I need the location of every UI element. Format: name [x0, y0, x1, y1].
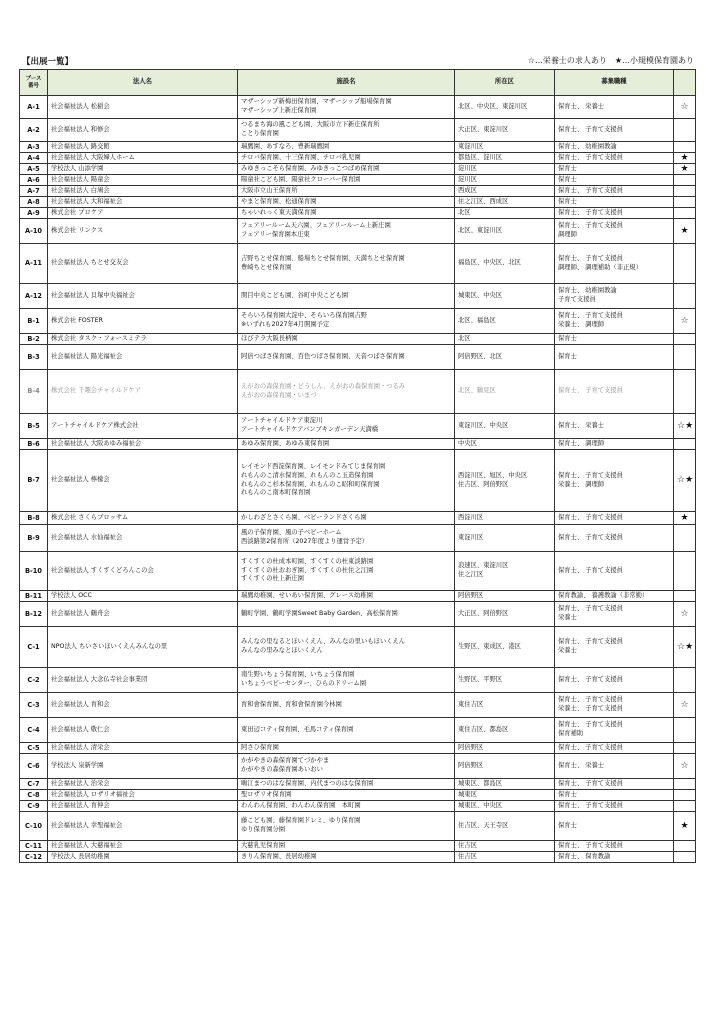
facility-names-cell: わんわん保育園、わんわん保育園 本町園 [238, 801, 455, 812]
facility-names-cell: かがやきの森保育園てづかやま かがやきの森保育園あいおい [238, 754, 455, 779]
page-title: 【出展一覧】 [22, 57, 74, 67]
mark-cell [674, 439, 696, 450]
corporation-name-cell: 社会福祉法人 すくすくどろんこの会 [48, 552, 238, 591]
booth-number-cell: A-9 [20, 208, 48, 219]
booth-number-cell: C-3 [20, 693, 48, 718]
ward-cell: 大正区、東淀川区 [455, 119, 555, 142]
mark-cell [674, 244, 696, 284]
facility-names-cell: かしわざとさくら園、ベビーランドさくら園 [238, 512, 455, 525]
ward-cell: 西淀川区 [455, 512, 555, 525]
facility-names-cell: あゆみ保育園、あゆみ東保育園 [238, 439, 455, 450]
facility-names-cell: 風の子保育園、風の子ベビーホーム 西淡路第2保育所（2027年度より運営予定） [238, 525, 455, 552]
corporation-name-cell: 社会福祉法人 ちとせ交友会 [48, 244, 238, 284]
facility-names-cell: 大慈乳児保育園 [238, 841, 455, 852]
table-row [20, 414, 696, 439]
table-row [20, 525, 696, 552]
corporation-name-cell: 社会福祉法人 大阪婦人ホーム [48, 153, 238, 164]
job-types-cell: 保育士、 子育て支援員 [555, 552, 674, 591]
job-types-cell: 保育士、 子育て支援員 [555, 370, 674, 414]
job-types-cell: 保育士、 子育て支援員 [555, 186, 674, 197]
ward-cell: 阿倍野区、北区 [455, 345, 555, 370]
facility-names-cell: えがおの森保育園・どうしん、えがおの森保育園・つるみ えがおの森保育園・いまづ [238, 370, 455, 414]
facility-names-cell: 瑞鷹幼稚園、せいあい保育園、グレース幼稚園 [238, 591, 455, 602]
mark-cell [674, 591, 696, 602]
mark-cell [674, 208, 696, 219]
table-row [20, 153, 696, 164]
table-row [20, 219, 696, 244]
table-row [20, 439, 696, 450]
job-types-cell: 保育士、 子育て支援員 [555, 512, 674, 525]
table-row [20, 841, 696, 852]
booth-number-cell: B-3 [20, 345, 48, 370]
job-types-cell: 保育士、 子育て支援員 調理師、 調理補助（非正規） [555, 244, 674, 284]
mark-cell [674, 668, 696, 693]
mark-cell: ☆ [674, 309, 696, 334]
job-types-cell: 保育士、 子育て支援員 保育補助 [555, 718, 674, 743]
facility-names-cell: 鶴町学園、鶴町学園Sweet Baby Garden、高松保育園 [238, 602, 455, 627]
job-types-cell: 保育士、 子育て支援員 [555, 119, 674, 142]
mark-cell: ★ [674, 164, 696, 175]
corporation-name-cell: 社会福祉法人 ロザリオ福祉会 [48, 790, 238, 801]
mark-cell [674, 552, 696, 591]
mark-cell [674, 841, 696, 852]
ward-cell: 阿倍野区 [455, 591, 555, 602]
corporation-name-cell: 社会福祉法人 治栄会 [48, 779, 238, 790]
corporation-name-cell: 社会福祉法人 貝塚中央福祉会 [48, 284, 238, 309]
facility-names-cell: きりん保育園、長居幼稚園 [238, 852, 455, 863]
ward-cell: 生野区、平野区 [455, 668, 555, 693]
mark-cell: ☆★ [674, 450, 696, 512]
corporation-name-cell: 株式会社 千趣会チャイルドケア [48, 370, 238, 414]
ward-cell: 東淀川区 [455, 142, 555, 153]
table-row [20, 186, 696, 197]
facility-names-cell: チロバ保育園、十三保育園、チロバ乳児園 [238, 153, 455, 164]
corporation-name-cell: 社会福祉法人 大阪あゆみ福祉会 [48, 439, 238, 450]
job-types-cell: 保育士 [555, 812, 674, 841]
table-header-row [20, 70, 696, 96]
facility-names-cell: 陽童社こども園、陽童社クローバー保育園 [238, 175, 455, 186]
corporation-name-cell: 学校法人 山添学園 [48, 164, 238, 175]
column-header-mark [674, 70, 696, 96]
ward-cell: 北区、中央区、東淀川区 [455, 96, 555, 119]
job-types-cell: 保育士、 子育て支援員 [555, 208, 674, 219]
booth-number-cell: B-8 [20, 512, 48, 525]
corporation-name-cell: 社会福祉法人 檸檬会 [48, 450, 238, 512]
corporation-name-cell: 社会福祉法人 和修会 [48, 119, 238, 142]
facility-names-cell: 瑞鷹園、あすなろ、豊新瑞鷹園 [238, 142, 455, 153]
job-types-cell: 保育士、 調理師 [555, 439, 674, 450]
facility-names-cell: 吉野ちとせ保育園、船場ちとせ保育園、天満ちとせ保育園 豊崎ちとせ保育園 [238, 244, 455, 284]
table-row [20, 779, 696, 790]
ward-cell: 阿倍野区 [455, 754, 555, 779]
ward-cell: 大正区、阿倍野区 [455, 602, 555, 627]
booth-number-cell: A-5 [20, 164, 48, 175]
corporation-name-cell: 社会福祉法人 水仙福祉会 [48, 525, 238, 552]
ward-cell: 淀川区 [455, 164, 555, 175]
ward-cell: 都島区、淀川区 [455, 153, 555, 164]
corporation-name-cell: 学校法人 泉新学園 [48, 754, 238, 779]
facility-names-cell: マザーシップ新梅田保育園、マザーシップ船場保育園 マザーシップ上新庄保育園 [238, 96, 455, 119]
job-types-cell: 保育士、 栄養士 [555, 96, 674, 119]
corporation-name-cell: 株式会社 タスク・フォースミテラ [48, 334, 238, 345]
booth-number-cell: B-12 [20, 602, 48, 627]
corporation-name-cell: 学校法人 OCC [48, 591, 238, 602]
mark-cell: ☆★ [674, 627, 696, 668]
job-types-cell: 保育教諭、 養護教諭（非常勤） [555, 591, 674, 602]
job-types-cell: 保育士 [555, 197, 674, 208]
table-row [20, 668, 696, 693]
corporation-name-cell: 社会福祉法人 大慈福祉会 [48, 841, 238, 852]
booth-number-cell: C-9 [20, 801, 48, 812]
booth-number-cell: A-3 [20, 142, 48, 153]
facility-names-cell: 阿さひ保育園 [238, 743, 455, 754]
facility-names-cell: レイモンド西淀保育園、レイモンドみてじま保育園 れもんのこ清水保育園、れもんのこ玉造保育園 れもんのこ杉本保育園、れもんのこ昭和町保育園 れもんのこ南本町保育園 [238, 450, 455, 512]
job-types-cell: 保育士、 子育て支援員 栄養士、 調理師 [555, 309, 674, 334]
job-types-cell: 保育士 [555, 164, 674, 175]
ward-cell: 北区、東淀川区 [455, 219, 555, 244]
column-header-jobs: 募集職種 [555, 70, 674, 96]
facility-names-cell: 南生野いちょう保育園、いちょう保育園 いちょうベビーセンター、ひらのドリーム園 [238, 668, 455, 693]
ward-cell: 生野区、東成区、港区 [455, 627, 555, 668]
job-types-cell: 保育士、 子育て支援員 [555, 779, 674, 790]
corporation-name-cell: 社会福祉法人 育伸会 [48, 801, 238, 812]
mark-cell [674, 197, 696, 208]
table-row [20, 801, 696, 812]
corporation-name-cell: 社会福祉法人 鶴舟会 [48, 602, 238, 627]
table-row [20, 208, 696, 219]
job-types-cell: 保育士、 子育て支援員 栄養士、 子育て支援員 [555, 693, 674, 718]
table-row [20, 164, 696, 175]
facility-names-cell: 鴫江まつのはな保育園、内代まつのはな保育園 [238, 779, 455, 790]
mark-cell [674, 743, 696, 754]
facility-names-cell: そらいろ保育園大淀中、そらいろ保育園吉野 ※いずれも2027年4月開園予定 [238, 309, 455, 334]
mark-cell [674, 186, 696, 197]
ward-cell: 城東区、中央区 [455, 801, 555, 812]
booth-number-cell: C-2 [20, 668, 48, 693]
ward-cell: 北区、鶴見区 [455, 370, 555, 414]
booth-number-cell: A-1 [20, 96, 48, 119]
facility-names-cell: みんなの里なるとほいくえん、みんなの里いもほいくえん みんなの里みなとほいくえん [238, 627, 455, 668]
mark-cell: ☆ [674, 693, 696, 718]
booth-number-cell: C-4 [20, 718, 48, 743]
booth-number-cell: A-12 [20, 284, 48, 309]
facility-names-cell: 関目中央こども園、谷町中央こども園 [238, 284, 455, 309]
job-types-cell: 保育士、 栄養士 [555, 754, 674, 779]
table-row [20, 743, 696, 754]
exhibitor-table [19, 69, 696, 863]
booth-number-cell: A-4 [20, 153, 48, 164]
booth-number-cell: C-10 [20, 812, 48, 841]
booth-number-cell: C-12 [20, 852, 48, 863]
mark-cell [674, 142, 696, 153]
facility-names-cell: 大阪市立山王保育所 [238, 186, 455, 197]
ward-cell: 中央区 [455, 439, 555, 450]
corporation-name-cell: 社会福祉法人 路交館 [48, 142, 238, 153]
ward-cell: 東淀川区 [455, 525, 555, 552]
facility-names-cell: すくすくの杜成本町園、すくすくの杜東淡路園 すくすくの杜おおぎ園、すくすくの杜住之江園 すくすくの杜上新庄園 [238, 552, 455, 591]
corporation-name-cell: 社会福祉法人 白鳩会 [48, 186, 238, 197]
table-row [20, 602, 696, 627]
booth-number-cell: B-6 [20, 439, 48, 450]
table-row [20, 370, 696, 414]
mark-cell: ☆ [674, 754, 696, 779]
table-row [20, 790, 696, 801]
booth-number-cell: C-5 [20, 743, 48, 754]
table-body [20, 96, 696, 863]
corporation-name-cell: アートチャイルドケア株式会社 [48, 414, 238, 439]
facility-names-cell: 聖ロザリオ保育園 [238, 790, 455, 801]
mark-cell [674, 525, 696, 552]
booth-number-cell: B-2 [20, 334, 48, 345]
ward-cell: 城東区、都島区 [455, 779, 555, 790]
booth-number-cell: A-10 [20, 219, 48, 244]
job-types-cell: 保育士、 子育て支援員 [555, 801, 674, 812]
corporation-name-cell: 社会福祉法人 松稲会 [48, 96, 238, 119]
corporation-name-cell: 社会福祉法人 大和福祉会 [48, 197, 238, 208]
facility-names-cell: ちゃいれっく東天満保育園 [238, 208, 455, 219]
table-row [20, 450, 696, 512]
job-types-cell: 保育士、 子育て支援員 調理師 [555, 219, 674, 244]
corporation-name-cell: 株式会社 プロケア [48, 208, 238, 219]
table-row [20, 627, 696, 668]
job-types-cell: 保育士、 子育て支援員 [555, 743, 674, 754]
table-row [20, 197, 696, 208]
ward-cell: 福島区、中央区、北区 [455, 244, 555, 284]
mark-cell [674, 370, 696, 414]
ward-cell: 淀川区 [455, 175, 555, 186]
facility-names-cell: やまと保育園、松通保育園 [238, 197, 455, 208]
job-types-cell: 保育士、 子育て支援員 栄養士 [555, 627, 674, 668]
mark-cell [674, 801, 696, 812]
booth-number-cell: C-6 [20, 754, 48, 779]
mark-cell [674, 852, 696, 863]
booth-number-cell: C-8 [20, 790, 48, 801]
booth-number-cell: A-7 [20, 186, 48, 197]
table-row [20, 142, 696, 153]
booth-number-cell: A-2 [20, 119, 48, 142]
booth-number-cell: A-8 [20, 197, 48, 208]
corporation-name-cell: 社会福祉法人 幸聖福祉会 [48, 812, 238, 841]
facility-names-cell: アートチャイルドケア東淀川 アートチャイルドケアバンブキンガーデン天満橋 [238, 414, 455, 439]
booth-number-cell: B-7 [20, 450, 48, 512]
table-row [20, 96, 696, 119]
facility-names-cell: 阿倍つばさ保育園、百色つばさ保育園、天音つばさ保育園 [238, 345, 455, 370]
booth-number-cell: B-4 [20, 370, 48, 414]
ward-cell: 東住吉区 [455, 693, 555, 718]
mark-cell: ☆★ [674, 414, 696, 439]
facility-names-cell: みゆきっこそら保育園、みゆきっこつばめ保育園 [238, 164, 455, 175]
job-types-cell: 保育士、 子育て支援員 [555, 153, 674, 164]
corporation-name-cell: 社会福祉法人 育和会 [48, 693, 238, 718]
job-types-cell: 保育士、 子育て支援員 [555, 841, 674, 852]
table-row [20, 119, 696, 142]
job-types-cell: 保育士、 子育て支援員 [555, 525, 674, 552]
table-row [20, 175, 696, 186]
booth-number-cell: B-9 [20, 525, 48, 552]
mark-cell [674, 119, 696, 142]
mark-cell [674, 718, 696, 743]
mark-cell: ★ [674, 812, 696, 841]
table-row [20, 718, 696, 743]
mark-cell: ★ [674, 219, 696, 244]
ward-cell: 浪速区、東淀川区 住之江区 [455, 552, 555, 591]
table-row [20, 852, 696, 863]
corporation-name-cell: 社会福祉法人 敬仁会 [48, 718, 238, 743]
mark-cell [674, 175, 696, 186]
mark-cell [674, 779, 696, 790]
job-types-cell: 保育士 [555, 790, 674, 801]
job-types-cell: 保育士 [555, 334, 674, 345]
column-header-booth: ブース 番号 [20, 70, 48, 96]
job-types-cell: 保育士、 栄養士 [555, 414, 674, 439]
corporation-name-cell: 社会福祉法人 清栄会 [48, 743, 238, 754]
column-header-corporation: 法人名 [48, 70, 238, 96]
booth-number-cell: B-11 [20, 591, 48, 602]
ward-cell: 住吉区 [455, 841, 555, 852]
table-row [20, 812, 696, 841]
job-types-cell: 保育士 [555, 345, 674, 370]
column-header-ward: 所在区 [455, 70, 555, 96]
table-row [20, 309, 696, 334]
booth-number-cell: C-11 [20, 841, 48, 852]
booth-number-cell: C-1 [20, 627, 48, 668]
ward-cell: 西淀川区、旭区、中央区 住吉区、阿倍野区 [455, 450, 555, 512]
job-types-cell: 保育士 [555, 175, 674, 186]
column-header-facility: 施設名 [238, 70, 455, 96]
booth-number-cell: A-11 [20, 244, 48, 284]
job-types-cell: 保育士、 子育て支援員 栄養士 [555, 602, 674, 627]
table-row [20, 552, 696, 591]
facility-names-cell: フェアリールーム天六園、フェアリールーム上新庄園 フェアリー保育園本庄東 [238, 219, 455, 244]
booth-number-cell: B-1 [20, 309, 48, 334]
facility-names-cell: ほびテラ大阪長柄園 [238, 334, 455, 345]
ward-cell: 北区、福島区 [455, 309, 555, 334]
job-types-cell: 保育士、 保育教諭 [555, 852, 674, 863]
corporation-name-cell: 社会福祉法人 陽光福祉会 [48, 345, 238, 370]
table-row [20, 244, 696, 284]
table-row [20, 334, 696, 345]
mark-cell: ☆ [674, 96, 696, 119]
ward-cell: 東淀川区、中央区 [455, 414, 555, 439]
ward-cell: 城東区、中央区 [455, 284, 555, 309]
table-row [20, 512, 696, 525]
ward-cell: 住吉区 [455, 852, 555, 863]
mark-cell [674, 284, 696, 309]
booth-number-cell: C-7 [20, 779, 48, 790]
mark-cell: ☆ [674, 602, 696, 627]
table-row [20, 693, 696, 718]
booth-number-cell: B-5 [20, 414, 48, 439]
table-row [20, 591, 696, 602]
facility-names-cell: 東田辺コティ保育園、毛馬コティ保育園 [238, 718, 455, 743]
facility-names-cell: 藤こども園、藤保育園ドレミ、ゆり保育園 ゆり保育園分園 [238, 812, 455, 841]
job-types-cell: 保育士、 幼稚園教諭 [555, 142, 674, 153]
corporation-name-cell: 社会福祉法人 大念仏寺社会事業団 [48, 668, 238, 693]
corporation-name-cell: 学校法人 長居幼稚園 [48, 852, 238, 863]
job-types-cell: 保育士、 子育て支援員 栄養士、 調理師 [555, 450, 674, 512]
facility-names-cell: 育和會保育園、育和會保育園今林園 [238, 693, 455, 718]
ward-cell: 住之江区、西成区 [455, 197, 555, 208]
mark-cell: ★ [674, 512, 696, 525]
ward-cell: 西成区 [455, 186, 555, 197]
corporation-name-cell: 株式会社 FOSTER [48, 309, 238, 334]
booth-number-cell: B-10 [20, 552, 48, 591]
mark-cell [674, 345, 696, 370]
corporation-name-cell: 株式会社 さくらブロッサム [48, 512, 238, 525]
ward-cell: 阿倍野区 [455, 743, 555, 754]
table-row [20, 284, 696, 309]
job-types-cell: 保育士、 子育て支援員 [555, 668, 674, 693]
mark-cell [674, 790, 696, 801]
corporation-name-cell: 株式会社 リンクス [48, 219, 238, 244]
corporation-name-cell: 社会福祉法人 陽童会 [48, 175, 238, 186]
corporation-name-cell: NPO法人 ちいさいほいくえんみんなの里 [48, 627, 238, 668]
job-types-cell: 保育士、 幼稚園教諭 子育て支援員 [555, 284, 674, 309]
mark-cell: ★ [674, 153, 696, 164]
facility-names-cell: つるまち海の風こども園、大阪市立下新庄保育所 ことり保育園 [238, 119, 455, 142]
ward-cell: 北区 [455, 334, 555, 345]
ward-cell: 城東区 [455, 790, 555, 801]
table-row [20, 754, 696, 779]
legend: ☆…栄養士の求人あり ★…小規模保育園あり [527, 56, 694, 65]
ward-cell: 北区 [455, 208, 555, 219]
table-row [20, 345, 696, 370]
booth-number-cell: A-6 [20, 175, 48, 186]
mark-cell [674, 334, 696, 345]
ward-cell: 東住吉区、都島区 [455, 718, 555, 743]
ward-cell: 住吉区、天王寺区 [455, 812, 555, 841]
